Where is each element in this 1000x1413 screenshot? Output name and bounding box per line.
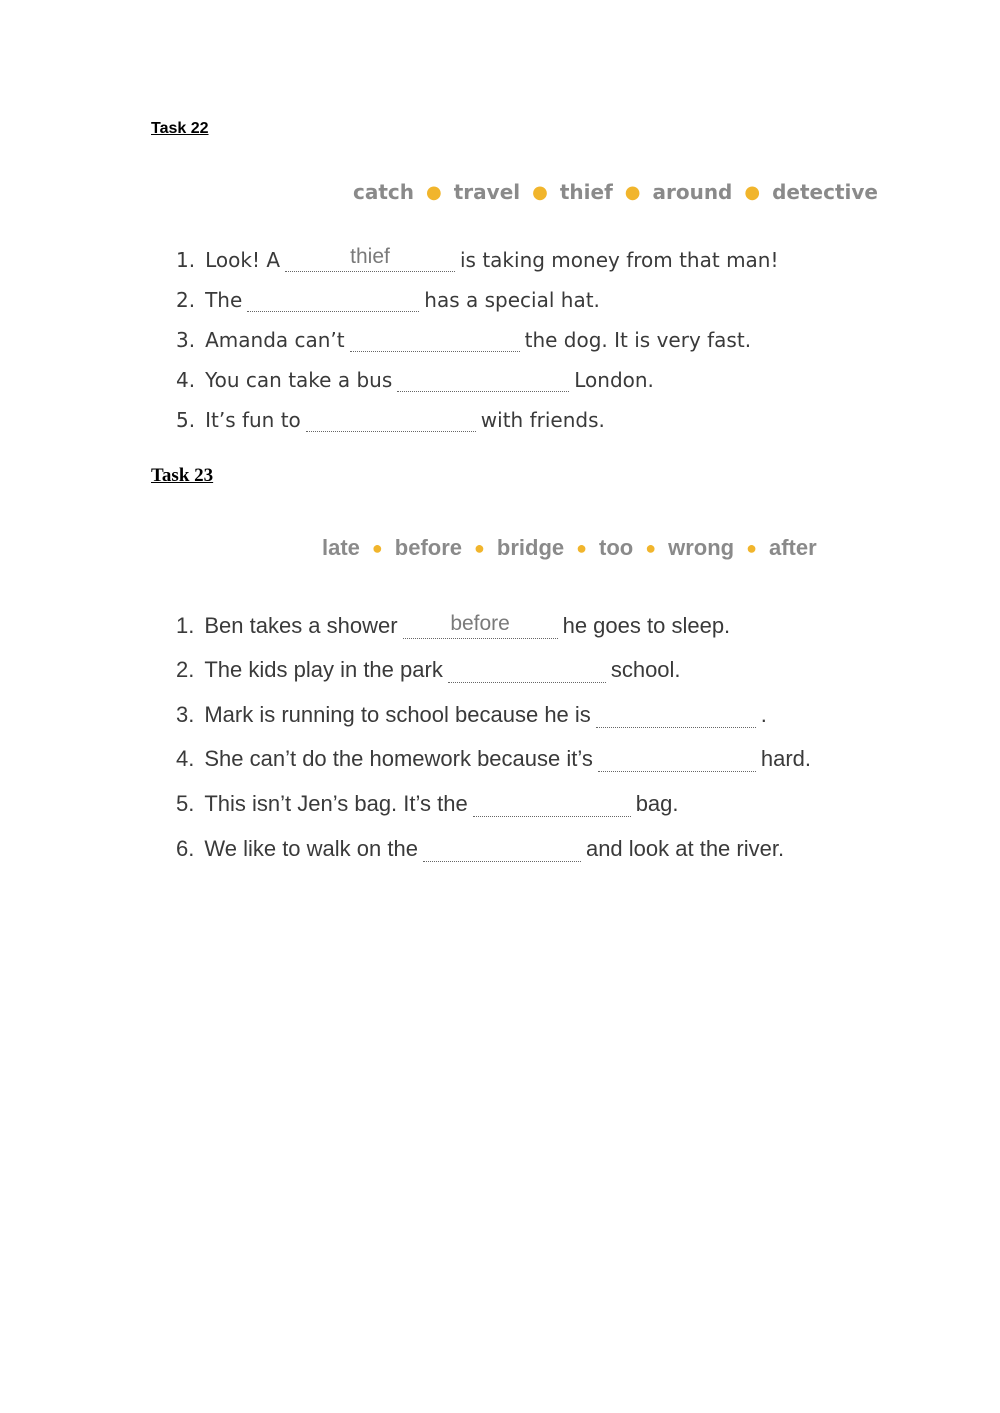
item-number: 2. <box>176 657 195 683</box>
sentence-end: the dog. It is very fast. <box>524 328 752 352</box>
sentence-start: You can take a bus <box>205 368 393 392</box>
task-22-items <box>176 232 779 432</box>
bullet-icon: ● <box>645 537 657 558</box>
word-bank-word: too <box>599 535 634 560</box>
exercise-item <box>176 272 779 312</box>
exercise-item <box>176 817 811 862</box>
exercise-item <box>176 232 779 272</box>
word-bank-word: around <box>652 180 733 204</box>
sentence-start: She can’t do the homework because it’s <box>204 746 593 772</box>
task-22-heading: Task 22 <box>151 120 209 137</box>
sentence-start: Ben takes a shower <box>204 612 398 638</box>
item-number: 3. <box>176 328 196 352</box>
answer-blank[interactable] <box>285 245 455 272</box>
item-number: 5. <box>176 790 195 816</box>
task-22-word-bank <box>353 180 878 204</box>
bullet-icon: ● <box>426 181 442 203</box>
word-bank-word: detective <box>772 180 878 204</box>
sentence-end: he goes to sleep. <box>562 612 731 638</box>
task-23-items <box>176 594 811 862</box>
sentence-start: It’s fun to <box>205 408 301 432</box>
item-number: 1. <box>176 248 196 272</box>
exercise-item <box>176 772 811 817</box>
exercise-item <box>176 312 779 352</box>
word-bank-word: catch <box>353 180 415 204</box>
exercise-item <box>176 728 811 773</box>
answer-blank[interactable] <box>247 291 419 312</box>
sentence-end: with friends. <box>480 408 605 432</box>
word-bank-word: after <box>768 535 817 560</box>
sentence-start: This isn’t Jen’s bag. It’s the <box>204 790 468 816</box>
sentence-end: school. <box>610 657 681 683</box>
sentence-end: is taking money from that man! <box>460 248 779 272</box>
sentence-end: has a special hat. <box>424 288 600 312</box>
bullet-icon: ● <box>576 537 588 558</box>
sentence-start: Amanda can’t <box>205 328 345 352</box>
sentence-end: and look at the river. <box>585 835 785 861</box>
answer-blank[interactable] <box>423 841 581 862</box>
sentence-start: The <box>205 288 243 312</box>
sentence-end: . <box>760 701 767 727</box>
item-number: 4. <box>176 368 196 392</box>
sentence-start: We like to walk on the <box>204 835 418 861</box>
answer-text: thief <box>350 245 390 268</box>
answer-blank[interactable] <box>596 707 756 728</box>
item-number: 3. <box>176 701 195 727</box>
item-number: 2. <box>176 288 196 312</box>
exercise-item <box>176 639 811 684</box>
answer-text: before <box>450 611 510 635</box>
bullet-icon: ● <box>532 181 548 203</box>
answer-blank[interactable] <box>448 662 606 683</box>
bullet-icon: ● <box>474 537 485 558</box>
item-number: 5. <box>176 408 196 432</box>
bullet-icon: ● <box>746 537 757 558</box>
answer-blank[interactable] <box>473 796 631 817</box>
sentence-start: Mark is running to school because he is <box>204 701 591 727</box>
exercise-item <box>176 352 779 392</box>
answer-blank[interactable] <box>397 371 569 392</box>
answer-blank[interactable] <box>306 411 476 432</box>
exercise-item <box>176 392 779 432</box>
word-bank-word: wrong <box>668 535 735 560</box>
task-23-heading: Task 23 <box>151 465 214 486</box>
item-number: 4. <box>176 746 195 772</box>
sentence-start: Look! A <box>205 248 280 272</box>
exercise-item <box>176 594 811 639</box>
word-bank-word: before <box>394 535 463 560</box>
answer-blank[interactable] <box>598 751 756 772</box>
word-bank-word: late <box>322 535 360 560</box>
item-number: 6. <box>176 835 195 861</box>
answer-blank[interactable] <box>350 331 520 352</box>
word-bank-word: bridge <box>496 535 565 560</box>
bullet-icon: ● <box>624 181 641 203</box>
task-23-word-bank <box>322 535 817 561</box>
answer-blank[interactable] <box>403 611 558 639</box>
exercise-item <box>176 683 811 728</box>
sentence-end: bag. <box>635 790 679 816</box>
sentence-end: hard. <box>760 746 812 772</box>
bullet-icon: ● <box>371 537 383 558</box>
word-bank-word: thief <box>559 180 613 204</box>
bullet-icon: ● <box>744 181 761 203</box>
word-bank-word: travel <box>453 180 521 204</box>
sentence-end: London. <box>574 368 654 392</box>
sentence-start: The kids play in the park <box>204 657 443 683</box>
item-number: 1. <box>176 612 195 638</box>
